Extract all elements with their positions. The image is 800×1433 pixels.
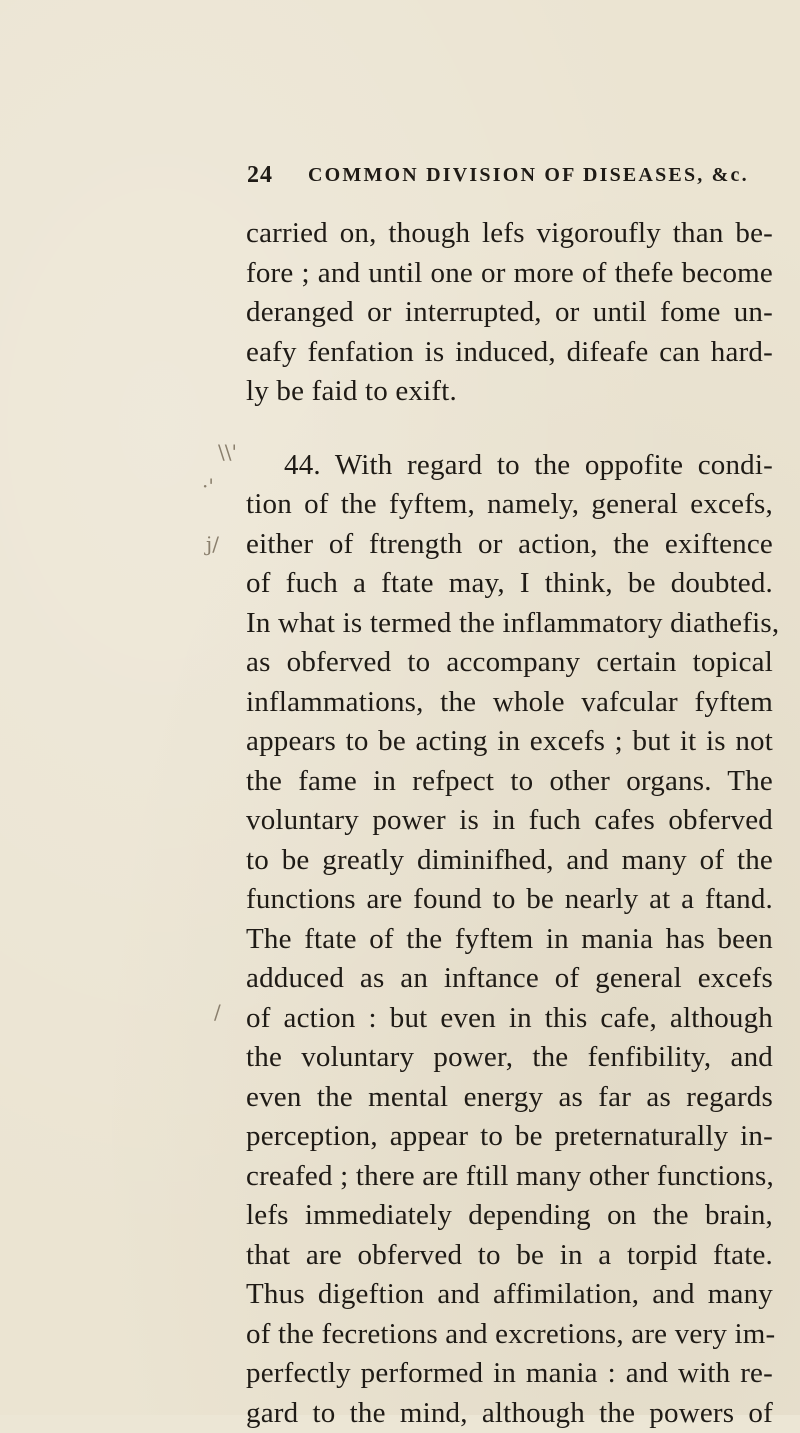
margin-mark: ·': [202, 474, 214, 498]
margin-mark: j/: [206, 532, 219, 556]
text-line: voluntary power is in fuch cafes obferved: [246, 801, 773, 841]
text-line: appears to be acting in excefs ; but it is not: [246, 722, 773, 762]
text-line: functions are found to be nearly at a ftand.: [246, 880, 773, 920]
text-line: of action : but even in this cafe, although: [246, 999, 773, 1039]
text-line: the fame in refpect to other organs. The: [246, 762, 773, 802]
page-header: [247, 162, 767, 198]
text-line: fore ; and until one or more of thefe become: [246, 254, 773, 294]
running-head: COMMON DIVISION OF DISEASES, &c.: [308, 164, 749, 187]
margin-mark: /: [214, 1000, 221, 1024]
paragraph-2: [246, 446, 773, 1433]
text-line: deranged or interrupted, or until fome un-: [246, 293, 773, 333]
text-line: In what is termed the inflammatory diathefis,: [246, 604, 773, 644]
text-line: lefs immediately depending on the brain,: [246, 1196, 773, 1236]
text-line: carried on, though lefs vigoroufly than be-: [246, 214, 773, 254]
text-line: perception, appear to be preternaturally in-: [246, 1117, 773, 1157]
text-line: eafy fenfation is induced, difeafe can hard-: [246, 333, 773, 373]
text-line: creafed ; there are ftill many other functions,: [246, 1157, 773, 1197]
text-line: that are obferved to be in a torpid ftate.: [246, 1236, 773, 1276]
text-line: inflammations, the whole vafcular fyftem: [246, 683, 773, 723]
text-line: to be greatly diminifhed, and many of the: [246, 841, 773, 881]
text-line: as obferved to accompany certain topical: [246, 643, 773, 683]
text-line: The ftate of the fyftem in mania has been: [246, 920, 773, 960]
text-line: even the mental energy as far as regards: [246, 1078, 773, 1118]
text-line: ly be faid to exift.: [246, 372, 773, 412]
paragraph-gap: [246, 412, 773, 446]
text-line: Thus digeftion and affimilation, and many: [246, 1275, 773, 1315]
text-line: perfectly performed in mania : and with re-: [246, 1354, 773, 1394]
text-line: of the fecretions and excretions, are very im-: [246, 1315, 773, 1355]
text-line: the voluntary power, the fenfibility, and: [246, 1038, 773, 1078]
text-line: 44. With regard to the oppofite condi-: [246, 446, 773, 486]
text-line: either of ftrength or action, the exiftence: [246, 525, 773, 565]
page-number: 24: [247, 162, 273, 189]
margin-mark: \\': [218, 440, 237, 464]
body-text: [246, 214, 773, 1433]
text-line: adduced as an inftance of general excefs: [246, 959, 773, 999]
paragraph-1: [246, 214, 773, 412]
text-line: gard to the mind, although the powers of: [246, 1394, 773, 1433]
text-line: tion of the fyftem, namely, general excefs,: [246, 485, 773, 525]
text-line: of fuch a ftate may, I think, be doubted.: [246, 564, 773, 604]
